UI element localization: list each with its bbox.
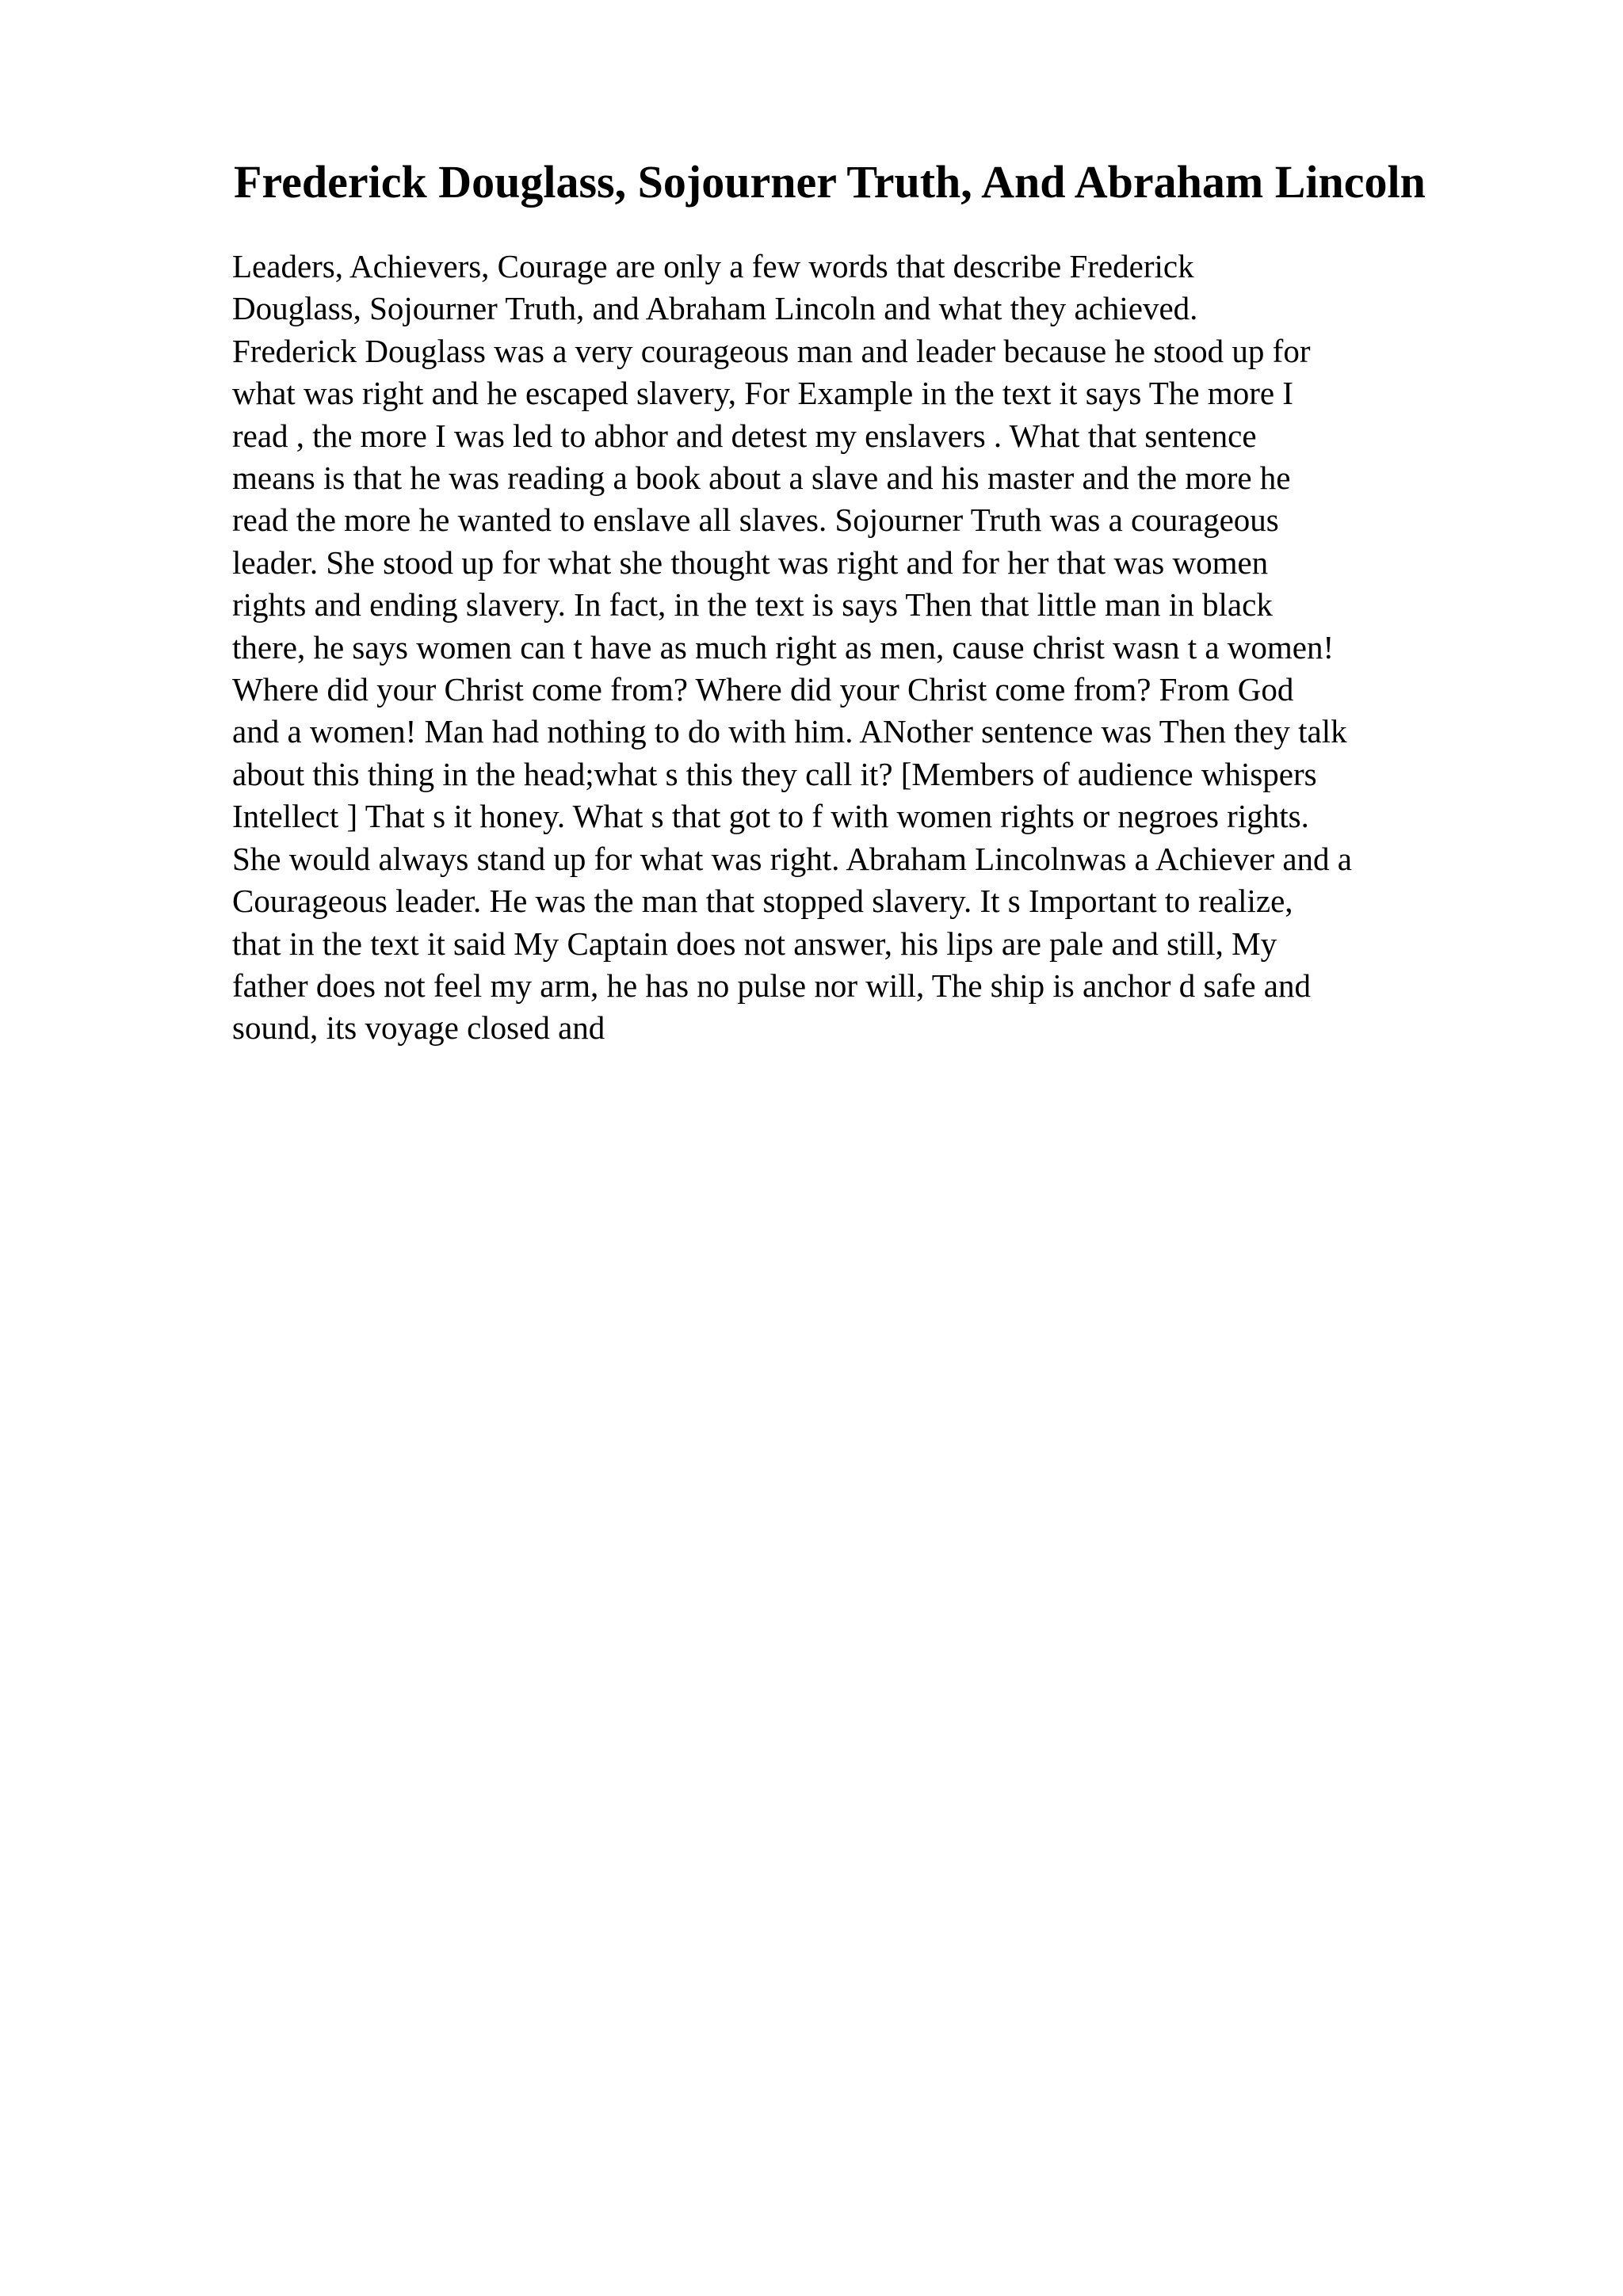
body-line: Courageous leader. He was the man that stopped slavery. It s Important to realize, xyxy=(232,883,1293,920)
body-line: leader. She stood up for what she thought was right and for her that was women xyxy=(232,543,1269,581)
body-line: Douglass, Sojourner Truth, and Abraham Lincoln and what they achieved. xyxy=(232,290,1198,327)
body-line: and a women! Man had nothing to do with him. ANother sentence was Then they talk xyxy=(232,713,1347,750)
body-line: rights and ending slavery. In fact, in the text is says Then that little man in black xyxy=(232,586,1273,624)
body-line: about this thing in the head;what s this they call it? [Members of audience whispers xyxy=(232,755,1317,792)
body-line: She would always stand up for what was right. Abraham Lincolnwas a Achiever and a xyxy=(232,840,1352,877)
body-line: read , the more I was led to abhor and detest my enslavers . What that sentence xyxy=(232,417,1257,454)
body-line: father does not feel my arm, he has no pulse nor will, The ship is anchor d safe and xyxy=(232,967,1311,1004)
body-line: read the more he wanted to enslave all slaves. Sojourner Truth was a courageous xyxy=(232,502,1279,539)
body-line: there, he says women can t have as much right as men, cause christ wasn t a women! xyxy=(232,628,1335,666)
body-line: Intellect ] That s it honey. What s that got to f with women rights or negroes rights. xyxy=(232,798,1309,835)
body-line: sound, its voyage closed and xyxy=(232,1009,605,1047)
body-line: Frederick Douglass was a very courageous man and leader because he stood up for xyxy=(232,332,1311,369)
document-title: Frederick Douglass, Sojourner Truth, And Abraham Lincoln xyxy=(234,156,1426,208)
body-line: Where did your Christ come from? Where did your Christ come from? From God xyxy=(232,671,1294,708)
body-line: Leaders, Achievers, Courage are only a few words that describe Frederick xyxy=(232,248,1194,284)
document-body xyxy=(232,246,1352,1050)
body-line: that in the text it said My Captain does not answer, his lips are pale and still, My xyxy=(232,925,1277,962)
body-line: what was right and he escaped slavery, For Example in the text it says The more I xyxy=(232,375,1293,412)
body-line: means is that he was reading a book about a slave and his master and the more he xyxy=(232,460,1291,497)
